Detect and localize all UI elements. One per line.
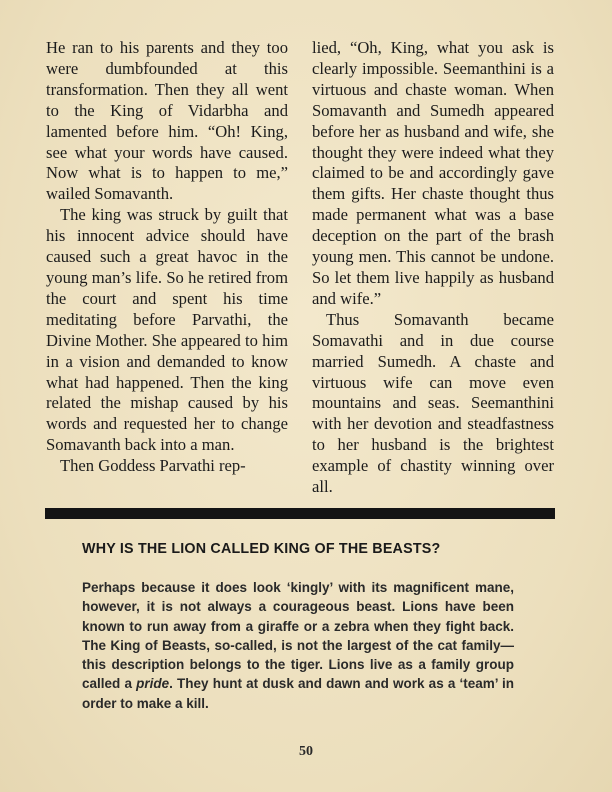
story-paragraph: Thus Somavanth became Somavathi and in due course married Sumedh. A chaste and virtuous wife can move even mountains and seas. Seemanthini with her devotion and steadfastness to her husband is the brightest example of chastity winning over all. [312,309,554,497]
box-body-italic: pride [136,676,170,692]
story-paragraph: He ran to his parents and they too were dumbfounded at this transformation. Then they all went to the King of Vidarbha and lamented before him. “Oh! King, see what your words have caused. Now what is to happen to me,” wailed Somavanth. [46,38,288,204]
story-paragraph: lied, “Oh, King, what you ask is clearly impossible. Seemanthini is a virtuous and chaste woman. When Somavanth and Sumedh appeared before her as husband and wife, she thought they were indeed what they claimed to be and accordingly gave them gifts. Her chaste thought thus made permanent what was a base deception on the part of the brash young men. This cannot be undone. So let them live happily as husband and wife.” [312,38,554,308]
story-column-left [46,38,288,477]
box-body [82,578,514,713]
box-body-text-end: . They hunt at dusk and dawn and work as a ‘team’ in order to make a kill. [82,676,514,711]
box-body-text: Perhaps because it does look ‘kingly’ with its magnificent mane, however, it is not always a courageous beast. Lions have been known to run away from a giraffe or a zebra when they fight back. The King of Beasts, so-called, is not the largest of the cat family—this description belongs to the tiger. Lions live as a family group called a [82,580,514,692]
story-column-right [312,38,554,498]
page-number: 50 [299,744,313,759]
section-divider [45,508,555,519]
box-title: WHY IS THE LION CALLED KING OF THE BEASTS? [82,541,441,557]
story-paragraph: Then Goddess Parvathi rep- [60,456,246,476]
story-paragraph: The king was struck by guilt that his innocent advice should have caused such a great havoc in the young man’s life. So he retired from the court and spent his time meditating before Parvathi, the Divine Mother. She appeared to him in a vision and demanded to know what had happened. Then the king related the mishap caused by his words and requested her to change Somavanth back into a man. [46,205,288,455]
